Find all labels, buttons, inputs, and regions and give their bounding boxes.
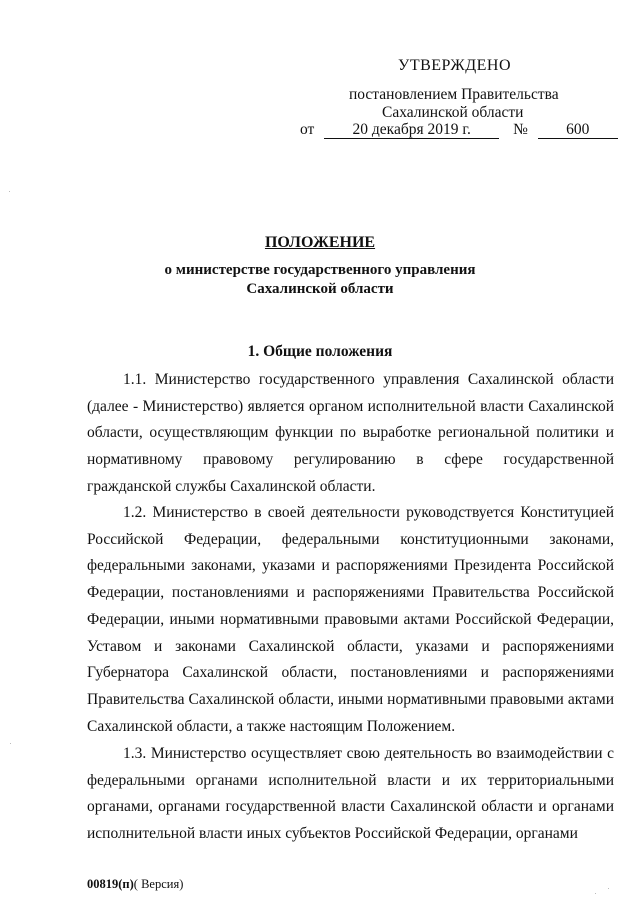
approval-heading: УТВЕРЖДЕНО [398,57,512,74]
paragraph-1-1: 1.1. Министерство государственного управления Сахалинской области (далее - Министерство) является органом исполнительной власти Сахалинской области, осуществляющим функции по выработке региональной политики и нормативному правовому регулированию в сфере государственной гражданской службы Сахалинской области. [87,371,614,495]
document-subtitle-line-2: Сахалинской области [246,281,394,297]
document-subtitle-line-1: о министерстве государственного управления [164,262,476,278]
approval-date: 20 декабря 2019 г. [324,121,499,139]
approval-line-2: Сахалинской области [382,104,524,121]
approval-line-1: постановлением Правительства [349,86,559,103]
number-label: № [513,121,528,138]
footer-version [87,877,183,892]
scan-speck [10,743,11,744]
paragraph-1-2: 1.2. Министерство в своей деятельности руководствуется Конституцией Российской Федерации, федеральными конституционными законами, федеральными законами, указами и распоряжениями Президента Российской Федерации, постановлениями и распоряжениями Правительства Российской Федерации, иными нормативными правовыми актами Российской Федерации, Уставом и законами Сахалинской области, указами и распоряжениями Губернатора Сахалинской области, постановлениями и распоряжениями Правительства Сахалинской области, иными нормативными правовыми актами Сахалинской области, а также настоящим Положением. [87,504,614,735]
approval-number: 600 [538,121,618,139]
document-title: ПОЛОЖЕНИЕ [264,234,376,251]
scan-speck [608,888,609,889]
paragraph-1-3: 1.3. Министерство осуществляет свою деятельность во взаимодействии с федеральными органами исполнительной власти и их территориальными органами, органами государственной власти Сахалинской области и органами исполнительной власти иных субъектов Российской Федерации, органами [87,745,614,843]
approval-date-row [300,121,618,139]
scan-speck [9,191,10,192]
section-heading: 1. Общие положения [247,343,393,360]
scan-speck [595,893,596,894]
from-label: от [300,121,315,138]
footer-version-label: ( Версия) [133,877,184,891]
footer-code: 00819(п) [87,877,134,891]
